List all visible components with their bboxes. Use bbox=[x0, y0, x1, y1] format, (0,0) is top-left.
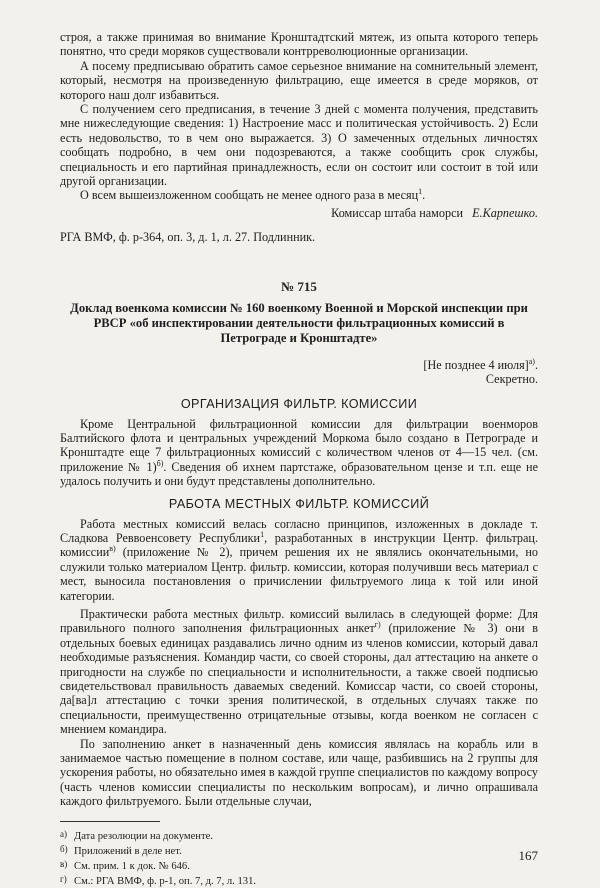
paragraph-directive: А посему предписываю обратить самое серьезное внимание на сомнительный элемент, который, несмотря на произведенную фильтрацию, еще имеется в среде моряков, от которого наш долг избавиться. bbox=[60, 58, 538, 102]
signature-name: Е.Карпешко. bbox=[472, 205, 538, 220]
footnote-separator bbox=[60, 821, 160, 822]
footnote-text: Приложений в деле нет. bbox=[74, 845, 182, 857]
local-work-2-text-b: (приложение № 3) они в отдельных боевых единицах раздавались лично одним из членов комиссии, который давал необходимые разъяснения. Командир части, со своей стороны, дал аттестацию на анкете о пригодности на службе по специальности и исполнительности, а также своей подписью свидетельствовал правильность даваемых сведений. Комиссар части, со своей стороны, да[ва]л аттестацию с точки зрения политической, в отдельных случаях также по специальности, преимущественно отрицательные отзывы, когда военком не согласен с мнением командира. bbox=[60, 621, 538, 737]
footnote-g bbox=[60, 873, 538, 888]
footnote-text: Дата резолюции на документе. bbox=[74, 830, 213, 842]
footnote-text: См.: РГА ВМФ, ф. р-1, оп. 7, д. 7, л. 131. bbox=[74, 875, 257, 887]
footnote-ref-a: а) bbox=[528, 356, 535, 366]
local-work-text-b: , разработанных в инструкции Центр. фильтрац. комиссии bbox=[60, 530, 538, 560]
footnote-text: См. прим. 1 к док. № 646. bbox=[74, 860, 190, 872]
organization-text-b: . Сведения об ихнем партстаже, образовательном цензе и т.п. еще не удалось получить и они будут представлены дополнительно. bbox=[60, 459, 538, 489]
secrecy-label: Секретно. bbox=[485, 372, 538, 387]
paragraph-local-work-1 bbox=[60, 517, 538, 603]
section-heading-local-work: РАБОТА МЕСТНЫХ ФИЛЬТР. КОМИССИЙ bbox=[168, 496, 430, 511]
local-work-2-text-a: Практически работа местных фильтр. комиссий вылилась в следующей форме: Для правильного полного заполнения фильтрационных анкет bbox=[60, 606, 538, 636]
footnote-mark: а) bbox=[60, 828, 67, 839]
paragraph-requirements: С получением сего предписания, в течение 3 дней с момента получения, представить мне нижеследующие сведения: 1) Настроение масс и политическая устойчивость. 2) Если есть недовольство, то в чем оно выражается. 3) О замеченных отдельных личностях сообщать подробно, в чем они подозреваются, а также сообщить срок службы, специальность и его партийная принадлежность, если он состоит или состоит в той или другой организации. bbox=[60, 102, 538, 189]
paragraph-local-work-2 bbox=[60, 607, 538, 737]
signature-role: Комиссар штаба наморси bbox=[331, 205, 463, 220]
document-date-end: . bbox=[534, 357, 538, 372]
footnote-ref-b: б) bbox=[156, 458, 164, 468]
page-number: 167 bbox=[518, 848, 538, 863]
local-work-text-a: Работа местных комиссий велась согласно принципов, изложенных в докладе т. Сладкова Реввоенсовету Республики bbox=[60, 516, 538, 545]
footnote-ref-1: 1 bbox=[418, 187, 423, 197]
footnote-v bbox=[60, 858, 538, 873]
footnote-mark: б) bbox=[60, 843, 68, 854]
footnote-mark: в) bbox=[60, 858, 68, 869]
paragraph-reporting-text: О всем вышеизложенном сообщать не менее одного раза в месяц bbox=[80, 188, 419, 203]
document-title: Доклад военкома комиссии № 160 военкому Военной и Морской инспекции при РВСР «об инспектировании деятельности фильтрационных комиссий в Петрограде и Кронштадте» bbox=[70, 300, 528, 345]
document-meta bbox=[60, 358, 538, 387]
footnote-ref-g: г) bbox=[374, 620, 381, 630]
archive-reference: РГА ВМФ, ф. р-364, оп. 3, д. 1, л. 27. Подлинник. bbox=[60, 230, 316, 245]
paragraph-continuation: строя, а также принимая во внимание Кронштадтский мятеж, из опыта которого теперь понятно, что среди моряков существовали контрреволюционные организации. bbox=[60, 30, 538, 59]
paragraph-organization bbox=[60, 417, 538, 489]
document-date-text: [Не позднее 4 июля] bbox=[423, 357, 529, 372]
section-heading-organization: ОРГАНИЗАЦИЯ ФИЛЬТР. КОМИССИИ bbox=[180, 396, 418, 411]
document-number: № 715 bbox=[281, 278, 317, 294]
footnote-ref-note1: 1 bbox=[260, 529, 265, 539]
organization-text-a: Кроме Центральной фильтрационной комиссии для фильтрации военморов Балтийского флота и центральных учреждений Моркома было создано в Петрограде и Кронштадте еще 7 фильтрационных комиссий с количеством членов от 4—15 чел. (см. приложение № 1) bbox=[60, 416, 538, 474]
paragraph-reporting-end: . bbox=[422, 188, 426, 203]
footnote-b bbox=[60, 843, 538, 858]
local-work-text-c: (приложение № 2), причем решения их не являлись окончательными, но служили только материалом Центр. фильтр. комиссии, которая получивши весь материал с мест, выносила постановления о причислении фильтруемого лица к той или иной категории. bbox=[60, 545, 538, 603]
paragraph-local-work-3: По заполнению анкет в назначенный день комиссия являлась на корабль или в занимаемое частью помещение в полном составе, или чаще, разбившись на 2 группы для ускорения работы, но обязательно имея в каждой группе специалистов по каждому вопросу (часть членов комиссии специалисты по нескольким вопросам), и лично опрашивала каждого фильтруемого. Были отдельные случаи, bbox=[60, 736, 538, 809]
footnote-ref-v: в) bbox=[109, 544, 116, 554]
footnote-mark: г) bbox=[60, 873, 67, 884]
paragraph-reporting bbox=[60, 188, 538, 202]
signature bbox=[60, 206, 538, 220]
document-date bbox=[60, 358, 538, 372]
footnote-a bbox=[60, 828, 538, 843]
